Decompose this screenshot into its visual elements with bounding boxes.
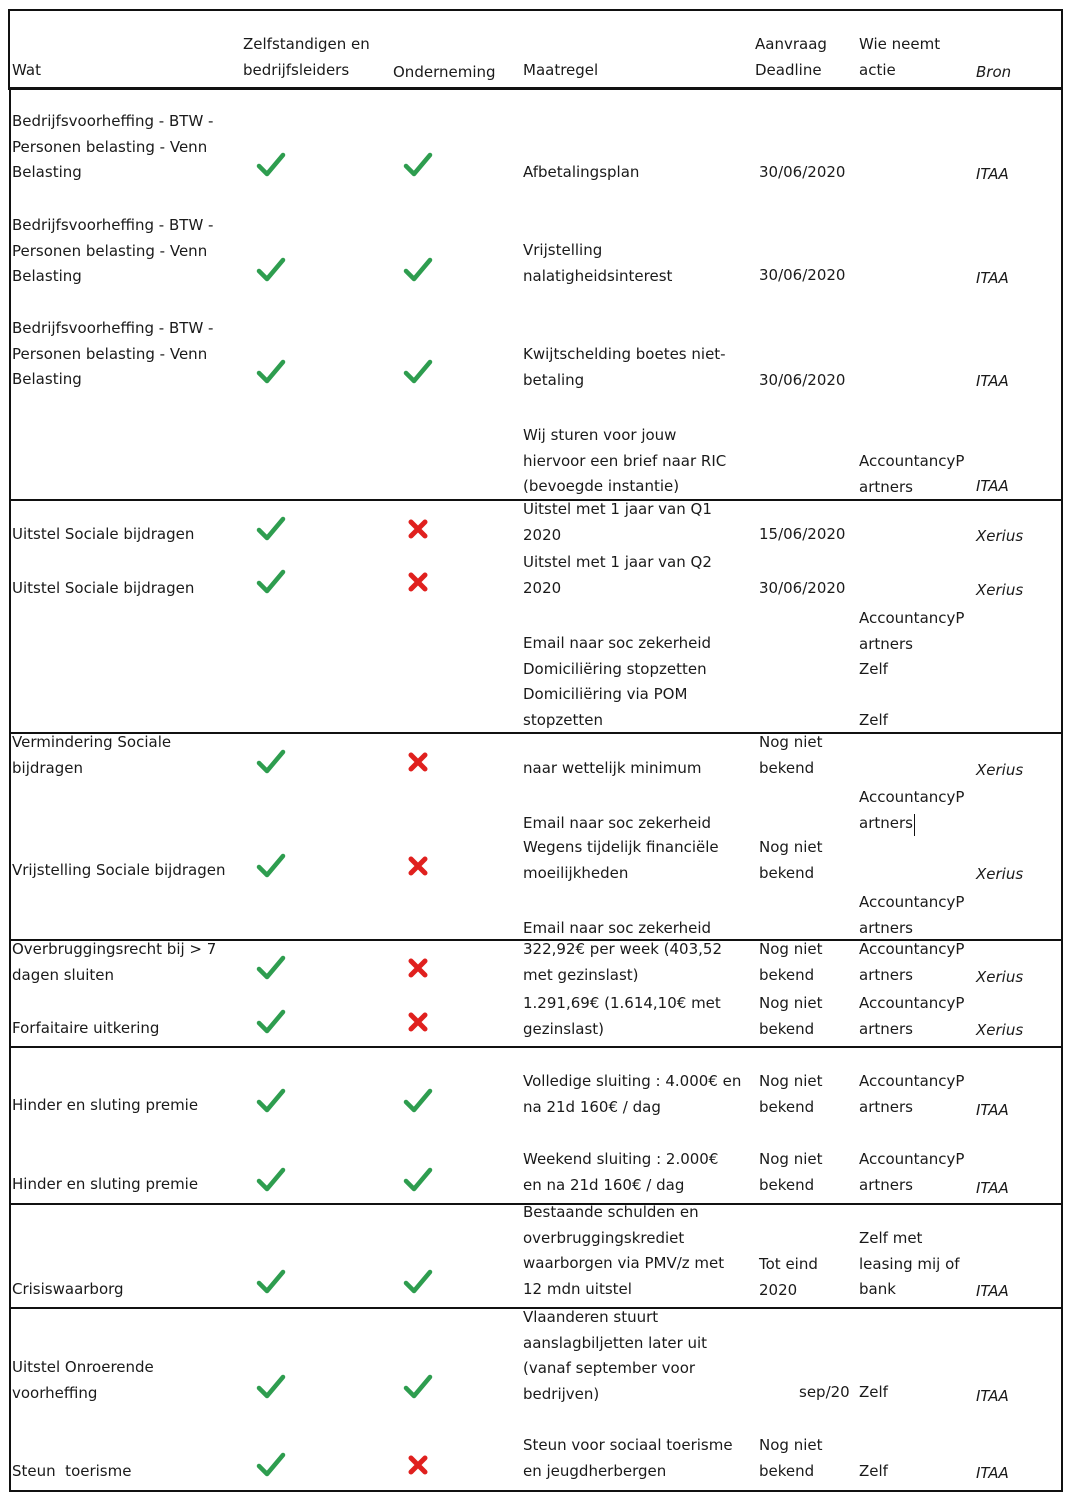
header-maatregel: Maatregel	[523, 61, 599, 79]
header-top-border	[8, 9, 1063, 11]
check-icon	[256, 953, 286, 983]
cell-deadline: Nog niet bekend	[759, 994, 823, 1038]
check-icon	[256, 150, 286, 180]
header-zelfstandigen: Zelfstandigen en bedrijfsleiders	[243, 35, 370, 79]
cell-deadline: 30/06/2020	[759, 371, 846, 389]
check-icon	[256, 1372, 286, 1402]
cell-bron: Xerius	[976, 761, 1024, 779]
cell-deadline: Nog niet bekend	[759, 1436, 823, 1480]
cell-bron: ITAA	[976, 269, 1009, 287]
check-icon	[403, 1165, 433, 1195]
cell-maatregel: 1.291,69€ (1.614,10€ met gezinslast)	[523, 994, 721, 1038]
cell-maatregel: Weekend sluiting : 2.000€ en na 21d 160€ / dag	[523, 1150, 719, 1194]
cell-maatregel: Bestaande schulden en overbruggingskrediet waarborgen via PMV/z met 12 mdn uitstel	[523, 1203, 725, 1298]
header-right-border	[1061, 9, 1063, 90]
cell-wat: Hinder en sluting premie	[12, 1096, 199, 1114]
cell-maatregel: Vrijstelling nalatigheidsinterest	[523, 241, 673, 285]
cell-bron: Xerius	[976, 581, 1024, 599]
cell-maatregel: Uitstel met 1 jaar van Q1 2020	[523, 500, 712, 544]
cell-deadline: Nog niet bekend	[759, 1150, 823, 1194]
cell-maatregel: Wegens tijdelijk financiële moeilijkheden	[523, 838, 719, 882]
header-bron: Bron	[976, 63, 1012, 81]
cell-wat: Bedrijfsvoorheffing - BTW - Personen belasting - Venn Belasting	[12, 112, 214, 181]
cross-icon	[403, 1450, 433, 1480]
cell-deadline: 15/06/2020	[759, 525, 846, 543]
cell-maatregel: Wij sturen voor jouw hiervoor een brief naar RIC (bevoegde instantie)	[523, 426, 727, 495]
cell-actie: AccountancyP artners	[859, 788, 965, 832]
cell-maatregel: Vlaanderen stuurt aanslagbiljetten later uit (vanaf september voor bedrijven)	[523, 1308, 708, 1403]
cell-wat: Crisiswaarborg	[12, 1280, 124, 1298]
check-icon	[256, 1086, 286, 1116]
header-actie: Wie neemt actie	[859, 35, 941, 79]
cell-maatregel: Kwijtschelding boetes niet- betaling	[523, 345, 726, 389]
cell-wat: Bedrijfsvoorheffing - BTW - Personen belasting - Venn Belasting	[12, 216, 214, 285]
cell-actie: AccountancyP artners	[859, 1072, 965, 1116]
cell-wat: Vrijstelling Sociale bijdragen	[12, 861, 226, 879]
check-icon	[256, 357, 286, 387]
cell-deadline: Nog niet bekend	[759, 1072, 823, 1116]
cell-wat: Uitstel Sociale bijdragen	[12, 579, 195, 597]
cell-bron: ITAA	[976, 1101, 1009, 1119]
check-icon	[256, 514, 286, 544]
cell-actie: Zelf	[859, 1462, 888, 1480]
cell-actie: AccountancyP artners	[859, 893, 965, 937]
cell-wat: Hinder en sluting premie	[12, 1175, 199, 1193]
cell-bron: ITAA	[976, 372, 1009, 390]
cell-actie: AccountancyP artners Zelf Zelf	[859, 609, 965, 729]
cross-icon	[403, 851, 433, 881]
cross-icon	[403, 747, 433, 777]
check-icon	[403, 255, 433, 285]
check-icon	[256, 567, 286, 597]
cell-bron: Xerius	[976, 527, 1024, 545]
cell-maatregel: Email naar soc zekerheid Domiciliëring stopzetten Domiciliëring via POM stopzetten	[523, 634, 712, 729]
check-icon	[256, 851, 286, 881]
cross-icon	[403, 567, 433, 597]
cell-actie: Zelf	[859, 1383, 888, 1401]
cell-wat: Bedrijfsvoorheffing - BTW - Personen belasting - Venn Belasting	[12, 319, 214, 388]
group-separator	[9, 1046, 1063, 1048]
table-left-border	[9, 88, 11, 1492]
cell-deadline: 30/06/2020	[759, 266, 846, 284]
cell-wat: Overbruggingsrecht bij > 7 dagen sluiten	[12, 940, 217, 984]
check-icon	[403, 357, 433, 387]
cell-actie: AccountancyP artners	[859, 994, 965, 1038]
cell-deadline: 30/06/2020	[759, 163, 846, 181]
cell-deadline: Tot eind 2020	[759, 1255, 818, 1299]
cell-bron: ITAA	[976, 1179, 1009, 1197]
cell-deadline: Nog niet bekend	[759, 838, 823, 882]
check-icon	[403, 1267, 433, 1297]
cell-maatregel: naar wettelijk minimum	[523, 759, 702, 777]
header-deadline: Aanvraag Deadline	[755, 35, 827, 79]
cell-deadline: Nog niet bekend	[759, 733, 823, 777]
header-bottom-border	[8, 87, 1063, 90]
cell-deadline: Nog niet bekend	[759, 940, 823, 984]
cross-icon	[403, 1007, 433, 1037]
cell-deadline: sep/20	[799, 1383, 850, 1401]
cell-bron: ITAA	[976, 1387, 1009, 1405]
cell-bron: ITAA	[976, 165, 1009, 183]
cross-icon	[403, 953, 433, 983]
cell-bron: Xerius	[976, 968, 1024, 986]
check-icon	[403, 150, 433, 180]
cell-deadline: 30/06/2020	[759, 579, 846, 597]
check-icon	[256, 1267, 286, 1297]
check-icon	[256, 1450, 286, 1480]
check-icon	[403, 1372, 433, 1402]
header-wat: Wat	[12, 61, 41, 79]
cell-bron: ITAA	[976, 477, 1009, 495]
cell-actie: AccountancyP artners	[859, 452, 965, 496]
cell-wat: Forfaitaire uitkering	[12, 1019, 160, 1037]
check-icon	[403, 1086, 433, 1116]
cell-maatregel: Email naar soc zekerheid	[523, 814, 712, 832]
cell-maatregel: Afbetalingsplan	[523, 163, 640, 181]
check-icon	[256, 747, 286, 777]
header-left-border	[8, 9, 10, 90]
cell-maatregel: 322,92€ per week (403,52 met gezinslast)	[523, 940, 722, 984]
cell-maatregel: Volledige sluiting : 4.000€ en na 21d 160€ / dag	[523, 1072, 742, 1116]
cell-maatregel: Steun voor sociaal toerisme en jeugdherbergen	[523, 1436, 733, 1480]
cell-wat: Uitstel Onroerende voorheffing	[12, 1358, 154, 1402]
cell-maatregel: Uitstel met 1 jaar van Q2 2020	[523, 553, 712, 597]
cell-bron: ITAA	[976, 1464, 1009, 1482]
cell-actie: AccountancyP artners	[859, 1150, 965, 1194]
check-icon	[256, 1007, 286, 1037]
cross-icon	[403, 514, 433, 544]
cell-actie: AccountancyP artners	[859, 940, 965, 984]
cell-bron: Xerius	[976, 1021, 1024, 1039]
cell-wat: Uitstel Sociale bijdragen	[12, 525, 195, 543]
cell-maatregel: Email naar soc zekerheid	[523, 919, 712, 937]
cell-bron: ITAA	[976, 1282, 1009, 1300]
table-bottom-border	[9, 1490, 1063, 1492]
cell-actie: Zelf met leasing mij of bank	[859, 1229, 960, 1298]
check-icon	[256, 255, 286, 285]
check-icon	[256, 1165, 286, 1195]
table-right-border	[1061, 88, 1063, 1492]
header-onderneming: Onderneming	[393, 63, 496, 81]
cell-wat: Vermindering Sociale bijdragen	[12, 733, 172, 777]
cell-wat: Steun toerisme	[12, 1462, 132, 1480]
cell-bron: Xerius	[976, 865, 1024, 883]
